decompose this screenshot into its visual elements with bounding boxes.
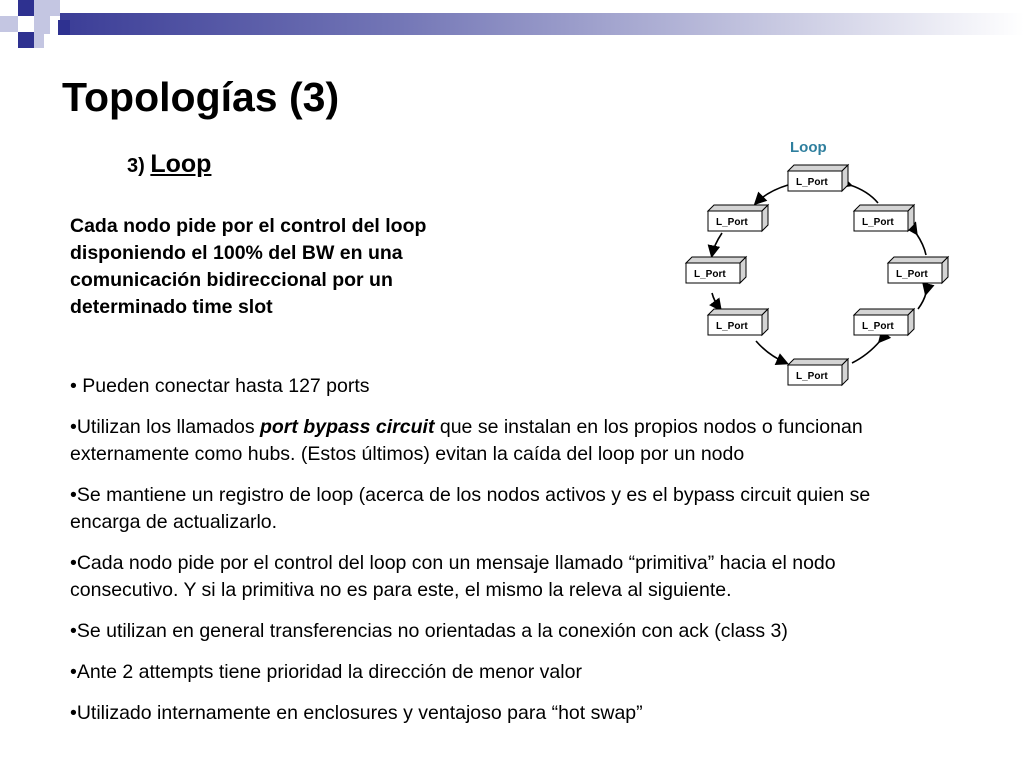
node-label: L_Port [862, 217, 894, 228]
bullet-text: que se instalan en los propios nodos o funcionan externamente como hubs. (Estos últimos) evitan la caída del loop por un nodo [70, 416, 863, 465]
l-port-node [708, 309, 768, 335]
bullet-text: •Utilizan los llamados [70, 416, 260, 438]
header-decoration [0, 0, 1024, 50]
bullet-item: •Cada nodo pide por el control del loop con un mensaje llamado “primitiva” hacia el nodo consecutivo. Y si la primitiva no es para este, el mismo la releva al siguiente. [70, 552, 836, 601]
bullet-item: •Se utilizan en general transferencias no orientadas a la conexión con ack (class 3) [70, 620, 788, 642]
subtitle-label: Loop [150, 150, 212, 178]
header-square-dark [58, 20, 70, 35]
bullet-item: •Se mantiene un registro de loop (acerca de los nodos activos y es el bypass circuit quien se encarga de actualizarlo. [70, 484, 871, 533]
header-square-dark [18, 32, 34, 48]
node-label: L_Port [862, 321, 894, 332]
header-square-light [34, 16, 50, 34]
bullet-item: •Utilizado internamente en enclosures y ventajoso para “hot swap” [70, 702, 643, 724]
loop-arrow [916, 233, 926, 255]
diagram-title: Loop [790, 139, 827, 156]
header-square-light [0, 16, 18, 32]
slide-subtitle [127, 150, 211, 179]
bullet-item: •Ante 2 attempts tiene prioridad la dirección de menor valor [70, 661, 582, 683]
slide-title: Topologías (3) [62, 74, 340, 120]
bullet-emphasis: port bypass circuit [259, 416, 435, 438]
bullet-list [70, 373, 940, 741]
l-port-node [854, 309, 914, 335]
node-label: L_Port [796, 371, 828, 382]
header-gradient-strip [60, 13, 1024, 35]
l-port-node [854, 205, 914, 231]
header-square-dark [18, 0, 34, 16]
bullet-item: • Pueden conectar hasta 127 ports [70, 375, 370, 397]
node-label: L_Port [716, 321, 748, 332]
l-port-node [708, 205, 768, 231]
loop-arrow [918, 293, 926, 309]
loop-arrow [756, 341, 786, 363]
loop-arrow [850, 185, 878, 203]
l-port-node [888, 257, 948, 283]
loop-diagram [680, 133, 970, 398]
node-label: L_Port [896, 269, 928, 280]
node-label: L_Port [694, 269, 726, 280]
node-label: L_Port [796, 177, 828, 188]
l-port-node [686, 257, 746, 283]
loop-arrow [712, 233, 722, 255]
node-label: L_Port [716, 217, 748, 228]
header-square-light [34, 34, 44, 48]
subtitle-number: 3) [127, 155, 145, 177]
bullet-item [70, 414, 940, 468]
loop-arrow [756, 185, 788, 203]
header-square-light [34, 0, 60, 16]
l-port-node [788, 359, 848, 385]
l-port-node [788, 165, 848, 191]
loop-arrow [712, 293, 720, 309]
lead-paragraph: Cada nodo pide por el control del loop disponiendo el 100% del BW en una comunicación bidireccional por un determinado time slot [70, 215, 427, 318]
loop-arrow [852, 341, 880, 363]
